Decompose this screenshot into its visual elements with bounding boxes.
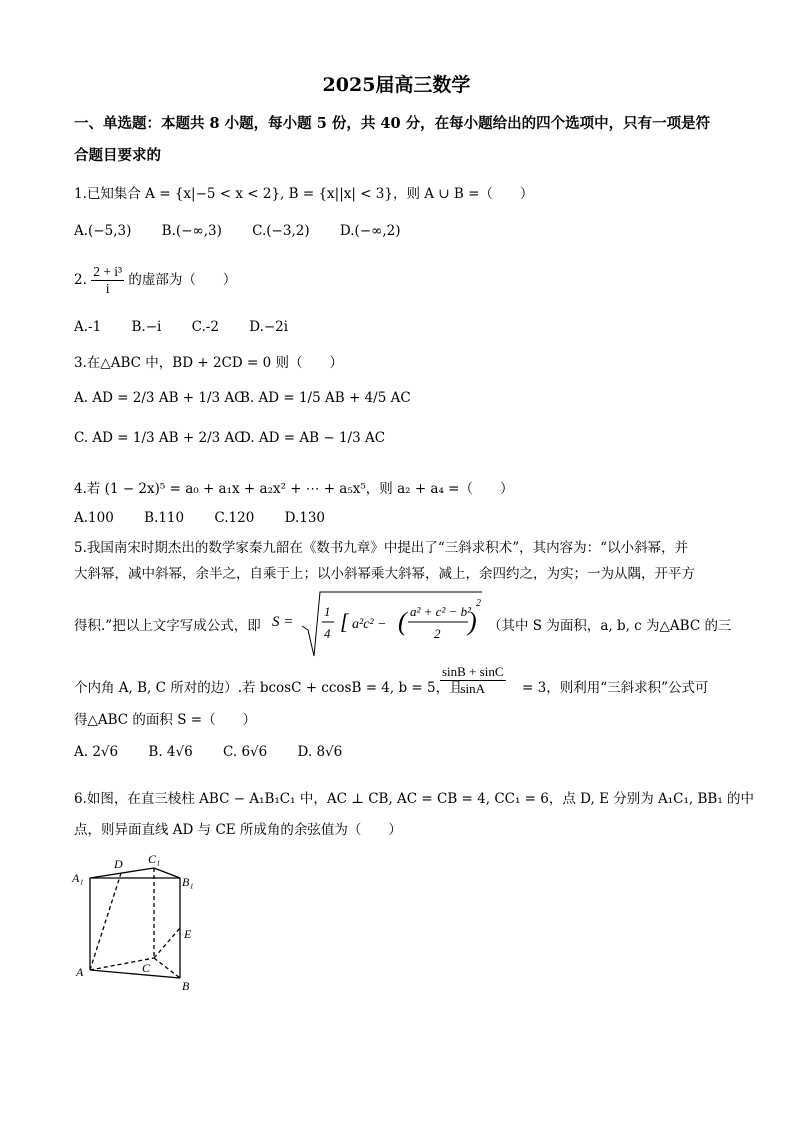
q5-bracket-left: [ <box>340 609 349 634</box>
question-5-line-3: 得积.”把以上文字写成公式，即 <box>74 618 261 634</box>
label-c1: C₁ <box>148 852 161 866</box>
q5-square-exp: 2 <box>476 598 481 609</box>
question-3-stem: 3.在△ABC 中，BD + 2CD = 0 则（ ） <box>74 355 343 371</box>
q2-option-c[interactable]: C.-2 <box>191 319 219 335</box>
q2-option-d[interactable]: D.−2i <box>249 319 289 335</box>
q3-option-d[interactable]: D. AD = AB − 1/3 AC <box>240 430 386 446</box>
question-2-options <box>74 319 314 335</box>
question-1-stem: 1.已知集合 A = {x|−5 < x < 2}, B = {x||x| < 3}，则 A ∪ B =（ ） <box>74 186 534 202</box>
label-a1: A₁ <box>72 871 84 885</box>
q1-option-d[interactable]: D.(−∞,2) <box>339 223 401 239</box>
question-5-line-7: 得△ABC 的面积 S =（ ） <box>74 712 257 728</box>
question-5-line-2: 大斜幂，减中斜幂，余半之，自乘于上；以小斜幂乘大斜幂，减上，余四约之，为实；一为从隅，开平方 <box>74 566 695 582</box>
q5-paren-right: ) <box>468 607 477 636</box>
q4-option-a[interactable]: A.100 <box>74 510 114 526</box>
q5-option-b[interactable]: B. 4√6 <box>148 744 193 760</box>
page-title: 2025届高三数学 <box>322 74 471 96</box>
q1-option-b[interactable]: B.(−∞,3) <box>161 223 222 239</box>
section-heading: 一、单选题：本题共 8 小题，每小题 5 份，共 40 分，在每小题给出的四个选项中，只有一项是符合题目要求的 <box>74 115 711 164</box>
question-5-options <box>74 744 368 760</box>
prism-figure <box>70 846 210 994</box>
q5-inner-den: 2 <box>434 626 441 641</box>
question-1-options <box>74 223 427 239</box>
q3-option-c[interactable]: C. AD = 1/3 AB + 2/3 AC <box>74 430 245 446</box>
question-5-line-1: 5.我国南宋时期杰出的数学家秦九韶在《数书九章》中提出了“三斜求积术”，其内容为：“以小斜幂，并 <box>74 540 689 556</box>
label-c: C <box>142 961 151 975</box>
q4-option-c[interactable]: C.120 <box>214 510 255 526</box>
q5-paren-left: ( <box>398 607 407 636</box>
q1-option-c[interactable]: C.(−3,2) <box>252 223 310 239</box>
q2-frac-num: 2 + i³ <box>93 264 123 279</box>
question-4-options <box>74 510 351 526</box>
question-2-stem <box>74 264 236 297</box>
q2-prefix: 2. <box>74 272 87 288</box>
q2-frac-den: i <box>105 281 110 296</box>
question-6-line-2: 点，则异面直线 AD 与 CE 所成角的余弦值为（ ） <box>74 822 402 838</box>
label-b1: B₁ <box>182 875 194 889</box>
question-5-line-5: 个内角 A, B, C 所对的边）.若 bcosC + ccosB = 4, b = 5，且 <box>74 680 463 696</box>
q5-a2c2: a²c² − <box>352 617 387 632</box>
label-b: B <box>182 979 190 993</box>
q3-option-a[interactable]: A. AD = 2/3 AB + 1/3 AC <box>74 390 245 406</box>
label-e: E <box>184 927 192 941</box>
q5-option-c[interactable]: C. 6√6 <box>223 744 268 760</box>
q3-option-b[interactable]: B. AD = 1/5 AB + 4/5 AC <box>240 390 411 406</box>
q2-suffix: 的虚部为（ ） <box>128 272 237 288</box>
q5-formula-four: 4 <box>324 626 331 641</box>
q5-formula-s: S = <box>272 614 294 630</box>
q2-option-a[interactable]: A.-1 <box>74 319 102 335</box>
q5-formula <box>272 590 484 660</box>
label-d: D <box>114 857 123 871</box>
q5-sin-fraction <box>440 664 506 697</box>
q2-fraction <box>91 264 124 297</box>
q5-sin-num: sinB + sinC <box>442 664 504 679</box>
question-5-line-6: = 3，则利用“三斜求积”公式可 <box>522 680 709 696</box>
q5-formula-one: 1 <box>324 604 331 619</box>
q2-option-b[interactable]: B.−i <box>131 319 162 335</box>
q1-option-a[interactable]: A.(−5,3) <box>74 223 132 239</box>
q5-option-d[interactable]: D. 8√6 <box>297 744 343 760</box>
q5-option-a[interactable]: A. 2√6 <box>74 744 119 760</box>
question-5-line-4: （其中 S 为面积，a, b, c 为△ABC 的三 <box>488 618 732 634</box>
q4-option-d[interactable]: D.130 <box>284 510 326 526</box>
q5-inner-num: a² + c² − b² <box>410 604 472 619</box>
q4-option-b[interactable]: B.110 <box>144 510 185 526</box>
question-4-stem: 4.若 (1 − 2x)⁵ = a₀ + a₁x + a₂x² + ⋯ + a₅x⁵，则 a₂ + a₄ =（ ） <box>74 481 514 497</box>
q5-sin-den: sinA <box>460 681 486 696</box>
question-6-line-1: 6.如图，在直三棱柱 ABC − A₁B₁C₁ 中，AC ⊥ CB, AC = CB = 4, CC₁ = 6，点 D, E 分别为 A₁C₁, BB₁ 的中 <box>74 791 755 807</box>
label-a: A <box>76 965 84 979</box>
